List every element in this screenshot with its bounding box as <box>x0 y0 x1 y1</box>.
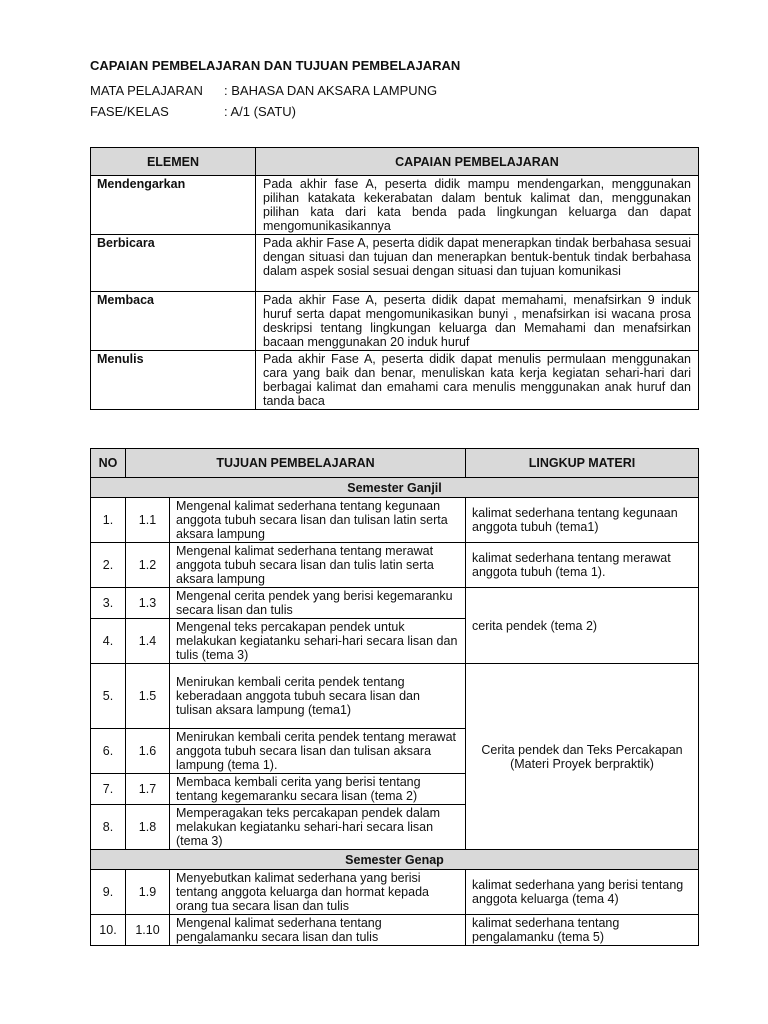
capaian-cell: Pada akhir Fase A, peserta didik dapat menerapkan tindak berbahasa sesuai dengan situasi dan tujuan dan menerapkan bentuk-bentuk tindak berbahasa dalam aspek sosial sesuai dengan situasi dan tujuan komunikasi <box>256 235 699 292</box>
phase-line <box>90 104 296 119</box>
tujuan-cell: Menyebutkan kalimat sederhana yang berisi tentang anggota keluarga dan hormat kepada orang tua secara lisan dan tulis <box>170 870 466 915</box>
materi-cell: kalimat sederhana tentang merawat anggota tubuh (tema 1). <box>466 543 699 588</box>
materi-cell: cerita pendek (tema 2) <box>466 588 699 664</box>
row-code: 1.5 <box>126 664 170 729</box>
elemen-cell: Berbicara <box>91 235 256 292</box>
subject-line <box>90 83 437 98</box>
row-code: 1.8 <box>126 805 170 850</box>
table-row <box>91 235 699 292</box>
materi-cell: kalimat sederhana yang berisi tentang anggota keluarga (tema 4) <box>466 870 699 915</box>
subject-label: MATA PELAJARAN <box>90 83 203 98</box>
row-number: 3. <box>91 588 126 619</box>
table-row <box>91 498 699 543</box>
table-row <box>91 351 699 410</box>
phase-value: : A/1 (SATU) <box>224 104 296 119</box>
materi-cell: kalimat sederhana tentang kegunaan anggota tubuh (tema1) <box>466 498 699 543</box>
header-elemen: ELEMEN <box>91 148 256 176</box>
table-row <box>91 870 699 915</box>
row-code: 1.3 <box>126 588 170 619</box>
document-title: CAPAIAN PEMBELAJARAN DAN TUJUAN PEMBELAJARAN <box>90 58 461 73</box>
semester-genap-heading: Semester Genap <box>91 850 699 870</box>
row-number: 4. <box>91 619 126 664</box>
materi-cell: Cerita pendek dan Teks Percakapan (Materi Proyek berpraktik) <box>466 664 699 850</box>
capaian-cell: Pada akhir Fase A, peserta didik dapat memahami, menafsirkan 9 induk huruf serta dapat mengomunikasikan bunyi , menafsirkan isi wacana prosa deskripsi tentang lingkungan keluarga dan Memahami dan menafsirkan bacaan menggunakan 20 induk huruf <box>256 292 699 351</box>
table-row <box>91 664 699 729</box>
tujuan-cell: Mengenal cerita pendek yang berisi kegemaranku secara lisan dan tulis <box>170 588 466 619</box>
tujuan-table <box>90 448 699 946</box>
capaian-cell: Pada akhir fase A, peserta didik mampu mendengarkan, menggunakan pilihan katakata kekerabatan dalam bentuk kalimat dan, menggunakan pilihan kata dari kata benda pada lingkungan keluarga dan dapat mengomunikasikannya <box>256 176 699 235</box>
row-number: 10. <box>91 915 126 946</box>
header-capaian: CAPAIAN PEMBELAJARAN <box>256 148 699 176</box>
elemen-cell: Menulis <box>91 351 256 410</box>
row-number: 1. <box>91 498 126 543</box>
header-materi: LINGKUP MATERI <box>466 449 699 478</box>
capaian-table <box>90 147 699 410</box>
elemen-cell: Membaca <box>91 292 256 351</box>
row-number: 2. <box>91 543 126 588</box>
row-code: 1.9 <box>126 870 170 915</box>
tujuan-cell: Mengenal teks percakapan pendek untuk melakukan kegiatanku sehari-hari secara lisan dan tulis (tema 3) <box>170 619 466 664</box>
tujuan-cell: Mengenal kalimat sederhana tentang pengalamanku secara lisan dan tulis <box>170 915 466 946</box>
table-row <box>91 915 699 946</box>
semester-ganjil-heading: Semester Ganjil <box>91 478 699 498</box>
row-number: 6. <box>91 729 126 774</box>
table-row <box>91 292 699 351</box>
tujuan-cell: Menirukan kembali cerita pendek tentang keberadaan anggota tubuh secara lisan dan tulisan aksara lampung (tema1) <box>170 664 466 729</box>
header-no: NO <box>91 449 126 478</box>
tujuan-cell: Menirukan kembali cerita pendek tentang merawat anggota tubuh secara lisan dan tulisan aksara lampung (tema 1). <box>170 729 466 774</box>
tujuan-cell: Mengenal kalimat sederhana tentang kegunaan anggota tubuh secara lisan dan tulisan latin serta aksara lampung <box>170 498 466 543</box>
tujuan-cell: Membaca kembali cerita yang berisi tentang tentang kegemaranku secara lisan (tema 2) <box>170 774 466 805</box>
elemen-cell: Mendengarkan <box>91 176 256 235</box>
row-code: 1.4 <box>126 619 170 664</box>
table-row <box>91 176 699 235</box>
row-number: 7. <box>91 774 126 805</box>
row-number: 5. <box>91 664 126 729</box>
row-code: 1.10 <box>126 915 170 946</box>
header-tujuan: TUJUAN PEMBELAJARAN <box>126 449 466 478</box>
row-number: 8. <box>91 805 126 850</box>
row-number: 9. <box>91 870 126 915</box>
row-code: 1.7 <box>126 774 170 805</box>
phase-label: FASE/KELAS <box>90 104 169 119</box>
row-code: 1.2 <box>126 543 170 588</box>
materi-cell: kalimat sederhana tentang pengalamanku (tema 5) <box>466 915 699 946</box>
row-code: 1.1 <box>126 498 170 543</box>
subject-value: : BAHASA DAN AKSARA LAMPUNG <box>224 83 438 98</box>
row-code: 1.6 <box>126 729 170 774</box>
tujuan-cell: Mengenal kalimat sederhana tentang merawat anggota tubuh secara lisan dan tulis latin serta aksara lampung <box>170 543 466 588</box>
table-row <box>91 588 699 619</box>
table-row <box>91 543 699 588</box>
capaian-cell: Pada akhir Fase A, peserta didik dapat menulis permulaan menggunakan cara yang baik dan benar, menuliskan kata kerja kegiatan sehari-hari dari berbagai kalimat dan emahami cara menulis menggunakan anak huruf dan tanda baca <box>256 351 699 410</box>
tujuan-cell: Memperagakan teks percakapan pendek dalam melakukan kegiatanku sehari-hari secara lisan (tema 3) <box>170 805 466 850</box>
